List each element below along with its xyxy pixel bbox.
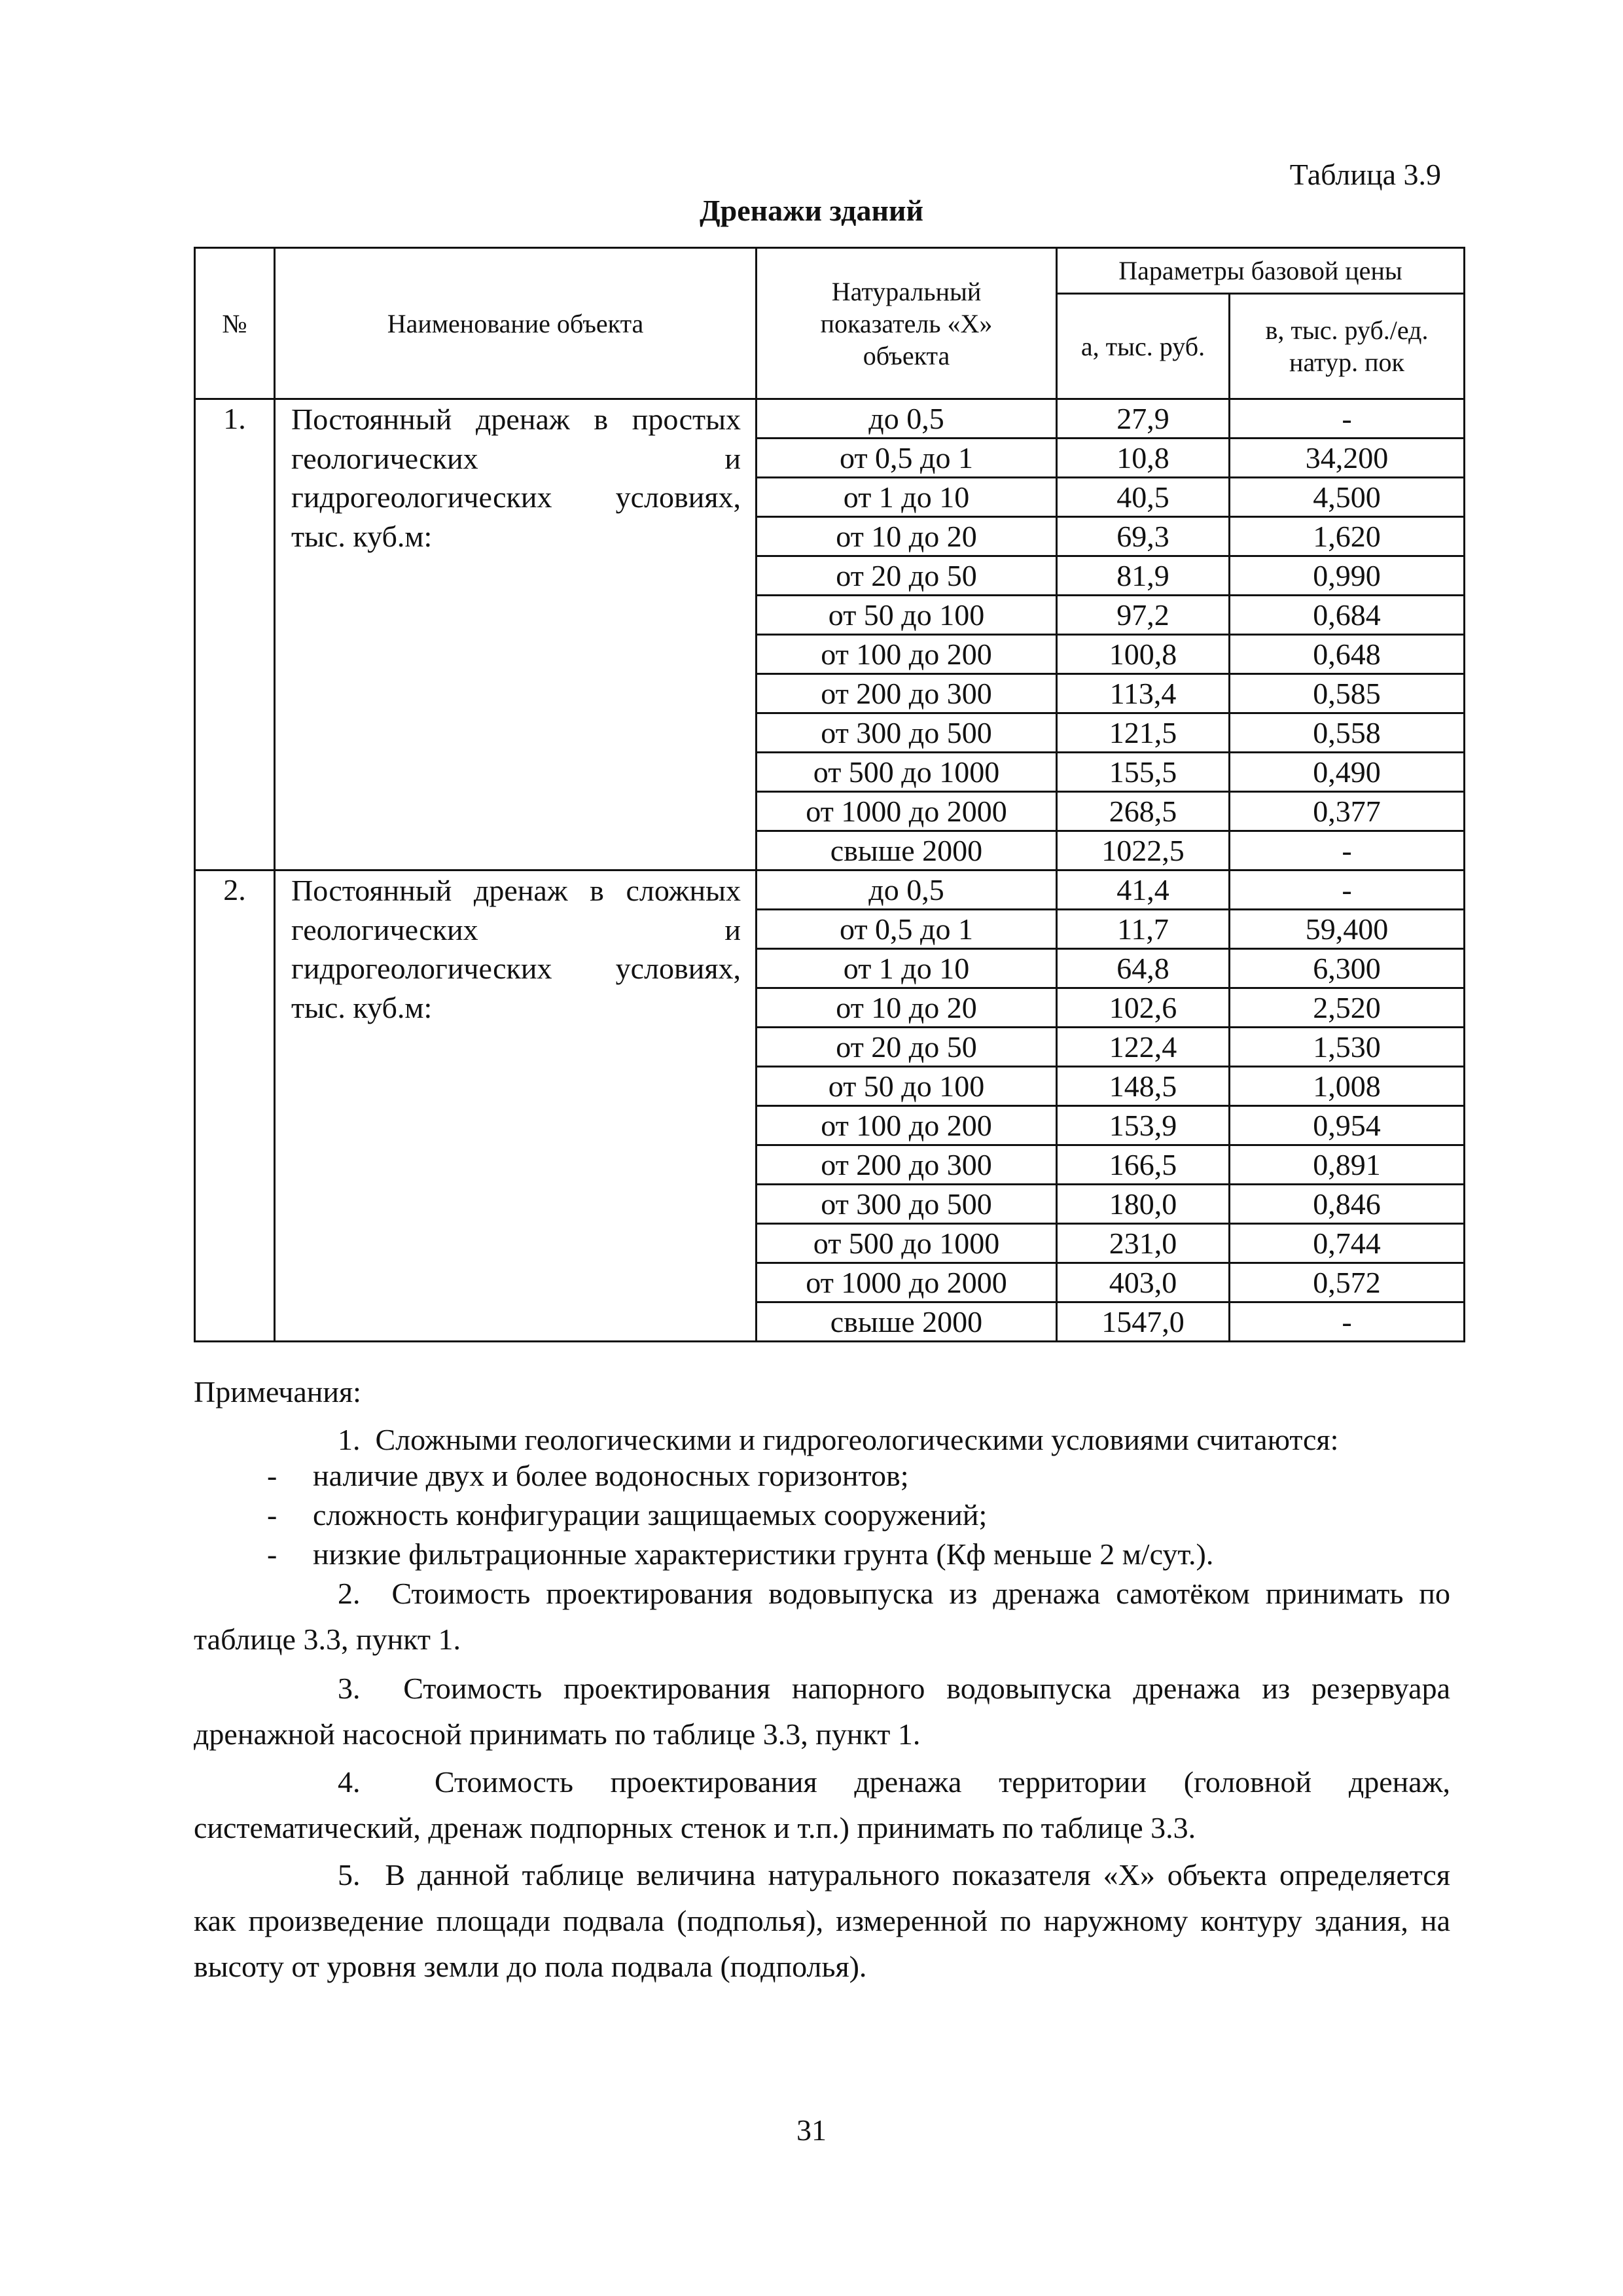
- natural-indicator-cell: до 0,5: [757, 870, 1057, 910]
- param-b-cell: 1,620: [1230, 517, 1465, 556]
- param-a-cell: 11,7: [1057, 910, 1230, 949]
- param-a-cell: 113,4: [1057, 674, 1230, 713]
- natural-indicator-cell: от 10 до 20: [757, 517, 1057, 556]
- param-a-cell: 166,5: [1057, 1145, 1230, 1185]
- natural-indicator-cell: до 0,5: [757, 399, 1057, 439]
- param-b-cell: 0,954: [1230, 1106, 1465, 1145]
- note-5-number: 5.: [338, 1858, 361, 1892]
- natural-indicator-cell: от 0,5 до 1: [757, 910, 1057, 949]
- bullet-1-dash: -: [267, 1459, 277, 1492]
- param-b-cell: 0,891: [1230, 1145, 1465, 1185]
- note-2-text: Стоимость проектирования водовыпуска из дренажа самотёком принимать по таблице 3.3, пункт 1.: [194, 1577, 1451, 1656]
- header-param-b: [1230, 294, 1465, 399]
- param-a-cell: 10,8: [1057, 439, 1230, 478]
- header-param-b-text: в, тыс. руб./ед. натур. пок: [1265, 315, 1429, 377]
- param-a-cell: 27,9: [1057, 399, 1230, 439]
- param-a-cell: 180,0: [1057, 1185, 1230, 1224]
- notes-title: Примечания:: [194, 1375, 361, 1408]
- natural-indicator-cell: свыше 2000: [757, 1302, 1057, 1342]
- param-a-cell: 81,9: [1057, 556, 1230, 596]
- header-param-a: [1057, 294, 1230, 399]
- param-a-cell: 100,8: [1057, 635, 1230, 674]
- header-no: №: [195, 248, 275, 399]
- natural-indicator-cell: от 100 до 200: [757, 635, 1057, 674]
- row-number: 1.: [195, 399, 275, 870]
- param-a-cell: 121,5: [1057, 713, 1230, 753]
- param-b-cell: 0,648: [1230, 635, 1465, 674]
- param-b-cell: -: [1230, 870, 1465, 910]
- param-a-cell: 1022,5: [1057, 831, 1230, 870]
- param-a-cell: 41,4: [1057, 870, 1230, 910]
- param-b-cell: 34,200: [1230, 439, 1465, 478]
- note-1-number: 1.: [338, 1423, 361, 1456]
- note-3-number: 3.: [338, 1672, 361, 1705]
- header-base-price-params: Параметры базовой цены: [1057, 248, 1465, 294]
- header-natural-indicator-text: Натуральный показатель «Х» объекта: [820, 276, 993, 370]
- natural-indicator-cell: свыше 2000: [757, 831, 1057, 870]
- param-b-cell: 0,490: [1230, 753, 1465, 792]
- param-b-cell: -: [1230, 399, 1465, 439]
- natural-indicator-cell: от 500 до 1000: [757, 753, 1057, 792]
- bullet-2: [267, 1496, 987, 1535]
- bullet-3-dash: -: [267, 1537, 277, 1571]
- document-title: Дренажи зданий: [700, 194, 923, 227]
- natural-indicator-cell: от 20 до 50: [757, 556, 1057, 596]
- natural-indicator-cell: от 20 до 50: [757, 1028, 1057, 1067]
- param-b-cell: 0,377: [1230, 792, 1465, 831]
- param-a-cell: 153,9: [1057, 1106, 1230, 1145]
- natural-indicator-cell: от 1 до 10: [757, 478, 1057, 517]
- param-b-cell: 0,558: [1230, 713, 1465, 753]
- param-b-cell: 0,846: [1230, 1185, 1465, 1224]
- param-b-cell: -: [1230, 831, 1465, 870]
- natural-indicator-cell: от 10 до 20: [757, 988, 1057, 1028]
- note-5-text: В данной таблице величина натурального показателя «Х» объекта определяется как произведение площади подвала (подполья), измеренной по наружному контуру здания, на высоту от уровня земли до пола подвала (подполья).: [194, 1858, 1450, 1983]
- param-b-cell: 1,008: [1230, 1067, 1465, 1106]
- natural-indicator-cell: от 50 до 100: [757, 1067, 1057, 1106]
- table-body: [195, 399, 1465, 1342]
- object-name: Постоянный дренаж в простых геологических и гидрогеологических условиях, тыс. куб.м:: [275, 399, 757, 870]
- param-b-cell: 1,530: [1230, 1028, 1465, 1067]
- header-object-name: Наименование объекта: [275, 248, 757, 399]
- param-a-cell: 102,6: [1057, 988, 1230, 1028]
- header-natural-indicator: [757, 248, 1057, 399]
- row-number: 2.: [195, 870, 275, 1342]
- natural-indicator-cell: от 1 до 10: [757, 949, 1057, 988]
- note-4: [194, 1759, 1450, 1851]
- header-param-a-text: а, тыс. руб.: [1080, 331, 1205, 361]
- param-b-cell: 2,520: [1230, 988, 1465, 1028]
- note-1-text: Сложными геологическими и гидрогеологическими условиями считаются:: [375, 1423, 1339, 1456]
- param-a-cell: 148,5: [1057, 1067, 1230, 1106]
- param-b-cell: 0,744: [1230, 1224, 1465, 1263]
- note-4-number: 4.: [338, 1765, 361, 1799]
- bullet-3: [267, 1535, 1213, 1574]
- natural-indicator-cell: от 200 до 300: [757, 674, 1057, 713]
- bullet-1: [267, 1456, 908, 1496]
- natural-indicator-cell: от 0,5 до 1: [757, 439, 1057, 478]
- param-b-cell: -: [1230, 1302, 1465, 1342]
- note-2-number: 2.: [338, 1577, 361, 1610]
- param-b-cell: 4,500: [1230, 478, 1465, 517]
- note-3: [194, 1666, 1450, 1757]
- param-a-cell: 1547,0: [1057, 1302, 1230, 1342]
- note-4-text: Стоимость проектирования дренажа территории (головной дренаж, систематический, дренаж подпорных стенок и т.п.) принимать по таблице 3.3.: [194, 1765, 1451, 1844]
- object-name: Постоянный дренаж в сложных геологических и гидрогеологических условиях, тыс. куб.м:: [275, 870, 757, 1342]
- param-b-cell: 0,684: [1230, 596, 1465, 635]
- param-b-cell: 59,400: [1230, 910, 1465, 949]
- param-a-cell: 155,5: [1057, 753, 1230, 792]
- param-b-cell: 0,585: [1230, 674, 1465, 713]
- param-b-cell: 0,572: [1230, 1263, 1465, 1302]
- param-a-cell: 64,8: [1057, 949, 1230, 988]
- natural-indicator-cell: от 100 до 200: [757, 1106, 1057, 1145]
- table-label: Таблица 3.9: [1289, 158, 1441, 191]
- param-b-cell: 6,300: [1230, 949, 1465, 988]
- param-a-cell: 268,5: [1057, 792, 1230, 831]
- drainage-price-table: [194, 247, 1465, 1342]
- natural-indicator-cell: от 1000 до 2000: [757, 1263, 1057, 1302]
- natural-indicator-cell: от 50 до 100: [757, 596, 1057, 635]
- natural-indicator-cell: от 500 до 1000: [757, 1224, 1057, 1263]
- param-a-cell: 122,4: [1057, 1028, 1230, 1067]
- note-3-text: Стоимость проектирования напорного водовыпуска дренажа из резервуара дренажной насосной принимать по таблице 3.3, пункт 1.: [194, 1672, 1450, 1751]
- bullet-3-text: низкие фильтрационные характеристики грунта (Кф меньше 2 м/сут.).: [313, 1537, 1214, 1571]
- param-a-cell: 97,2: [1057, 596, 1230, 635]
- bullet-1-text: наличие двух и более водоносных горизонтов;: [313, 1459, 909, 1492]
- natural-indicator-cell: от 300 до 500: [757, 1185, 1057, 1224]
- param-a-cell: 403,0: [1057, 1263, 1230, 1302]
- natural-indicator-cell: от 1000 до 2000: [757, 792, 1057, 831]
- param-a-cell: 40,5: [1057, 478, 1230, 517]
- note-5: [194, 1852, 1450, 1990]
- note-2: [194, 1571, 1450, 1662]
- param-a-cell: 69,3: [1057, 517, 1230, 556]
- table-row: [195, 399, 1465, 439]
- bullet-2-dash: -: [267, 1498, 277, 1532]
- table-row: [195, 870, 1465, 910]
- natural-indicator-cell: от 200 до 300: [757, 1145, 1057, 1185]
- natural-indicator-cell: от 300 до 500: [757, 713, 1057, 753]
- page-number: 31: [796, 2113, 827, 2147]
- param-b-cell: 0,990: [1230, 556, 1465, 596]
- bullet-2-text: сложность конфигурации защищаемых сооружений;: [313, 1498, 988, 1532]
- param-a-cell: 231,0: [1057, 1224, 1230, 1263]
